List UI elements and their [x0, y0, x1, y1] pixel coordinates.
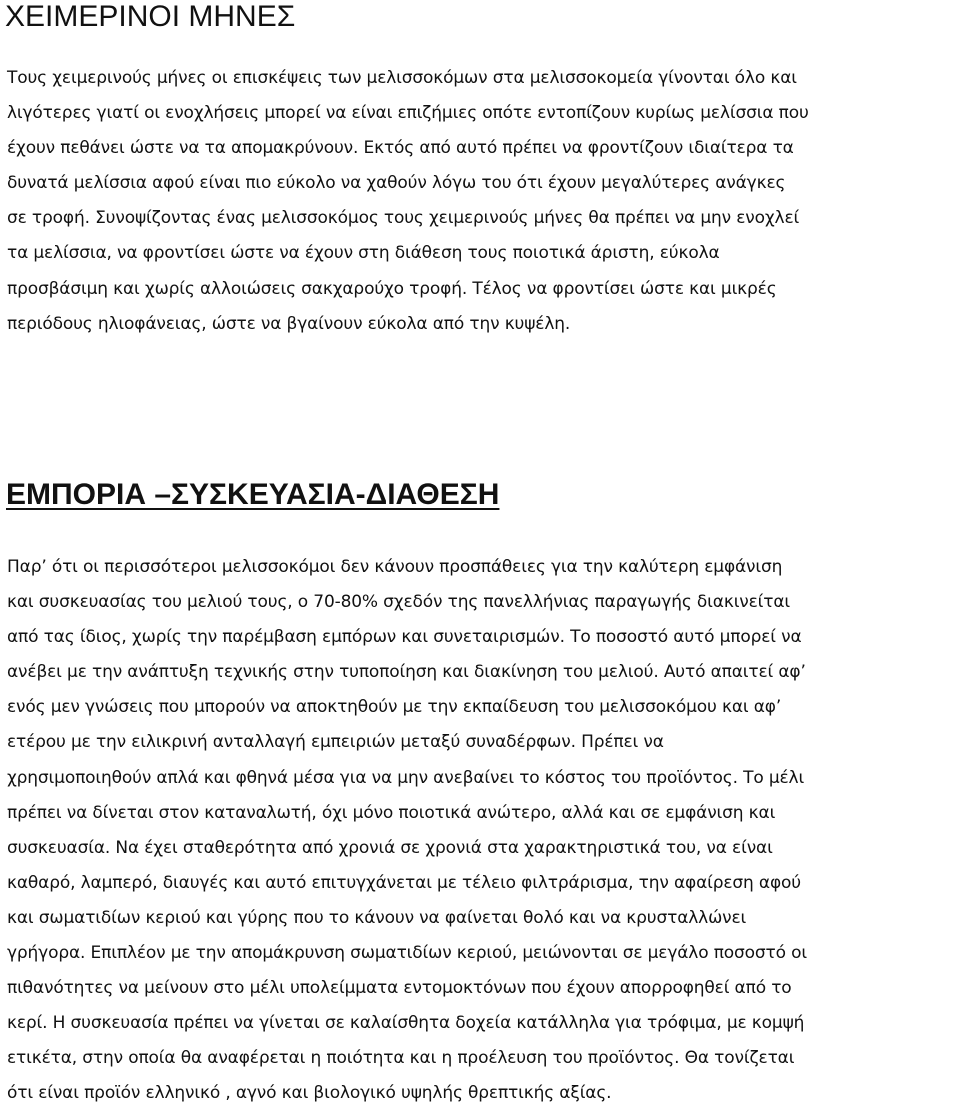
text-line: και συσκευασίας του μελιού τους, ο 70-80% σχεδόν της πανελλήνιας παραγωγής διακινείται [7, 592, 791, 613]
paragraph-trade-packaging [7, 550, 957, 1112]
text-line: πρέπει να δίνεται στον καταναλωτή, όχι μόνο ποιοτικά ανώτερο, αλλά και σε εμφάνιση και [7, 802, 776, 823]
text-line: χρησιμοποιηθούν απλά και φθηνά μέσα για να μην ανεβαίνει το κόστος του προϊόντος. Το μέλι [7, 767, 805, 788]
text-line: σε τροφή. Συνοψίζοντας ένας μελισσοκόμος τους χειμερινούς μήνες θα πρέπει να μην ενοχλεί [7, 208, 800, 229]
text-line: γρήγορα. Επιπλέον με την απομάκρυνση σωματιδίων κεριού, μειώνονται σε μεγάλο ποσοστό οι [7, 943, 808, 964]
text-line: και σωματιδίων κεριού και γύρης που το κάνουν να φαίνεται θολό και να κρυσταλλώνει [7, 907, 747, 928]
text-line: δυνατά μελίσσια αφού είναι πιο εύκολο να χαθούν λόγω του ότι έχουν μεγαλύτερες ανάγκες [7, 173, 786, 194]
section-title-winter-months: ΧΕΙΜΕΡΙΝΟΙ ΜΗΝΕΣ [5, 0, 296, 33]
text-line: περιόδους ηλιοφάνειας, ώστε να βγαίνουν εύκολα από την κυψέλη. [7, 313, 571, 334]
text-line: έχουν πεθάνει ώστε να τα απομακρύνουν. Εκτός από αυτό πρέπει να φροντίζουν ιδιαίτερα τα [7, 138, 794, 159]
text-line: ετέρου με την ειλικρινή ανταλλαγή εμπειριών μεταξύ συναδέρφων. Πρέπει να [7, 732, 664, 753]
text-line: Παρ’ ότι οι περισσότεροι μελισσοκόμοι δεν κάνουν προσπάθειες για την καλύτερη εμφάνιση [7, 557, 783, 577]
section-title-trade-packaging: ΕΜΠΟΡΙΑ –ΣΥΣΚΕΥΑΣΙΑ-ΔΙΑΘΕΣΗ [6, 478, 500, 511]
text-line: ανέβει με την ανάπτυξη τεχνικής στην τυποποίηση και διακίνηση του μελιού. Αυτό απαιτεί αφ’ [7, 662, 806, 683]
text-line: ότι είναι προϊόν ελληνικό , αγνό και βιολογικό υψηλής θρεπτικής αξίας. [7, 1083, 612, 1104]
text-line: ετικέτα, στην οποία θα αναφέρεται η ποιότητα και η προέλευση του προϊόντος. Θα τονίζεται [7, 1048, 795, 1069]
paragraph-winter-months [7, 61, 957, 342]
text-line: Τους χειμερινούς μήνες οι επισκέψεις των μελισσοκόμων στα μελισσοκομεία γίνονται όλο και [7, 68, 797, 88]
text-line: συσκευασία. Να έχει σταθερότητα από χρονιά σε χρονιά στα χαρακτηριστικά του, να είναι [7, 837, 773, 858]
text-line: ενός μεν γνώσεις που μπορούν να αποκτηθούν με την εκπαίδευση του μελισσοκόμου και αφ’ [7, 697, 782, 718]
text-line: τα μελίσσια, να φροντίσει ώστε να έχουν στη διάθεση τους ποιοτικά άριστη, εύκολα [7, 243, 720, 264]
text-line: προσβάσιμη και χωρίς αλλοιώσεις σακχαρούχο τροφή. Τέλος να φροντίσει ώστε και μικρές [7, 278, 777, 299]
text-line: από τας ίδιος, χωρίς την παρέμβαση εμπόρων και συνεταιρισμών. Το ποσοστό αυτό μπορεί να [7, 627, 802, 648]
text-line: πιθανότητες να μείνουν στο μέλι υπολείμματα εντομοκτόνων που έχουν απορροφηθεί από το [7, 978, 792, 999]
text-line: λιγότερες γιατί οι ενοχλήσεις μπορεί να είναι επιζήμιες οπότε εντοπίζουν κυρίως μελίσσια που [7, 103, 809, 124]
text-line: κερί. Η συσκευασία πρέπει να γίνεται σε καλαίσθητα δοχεία κατάλληλα για τρόφιμα, με κομψή [7, 1013, 805, 1034]
text-line: καθαρό, λαμπερό, διαυγές και αυτό επιτυγχάνεται με τέλειο φιλτράρισμα, την αφαίρεση αφού [7, 872, 801, 893]
